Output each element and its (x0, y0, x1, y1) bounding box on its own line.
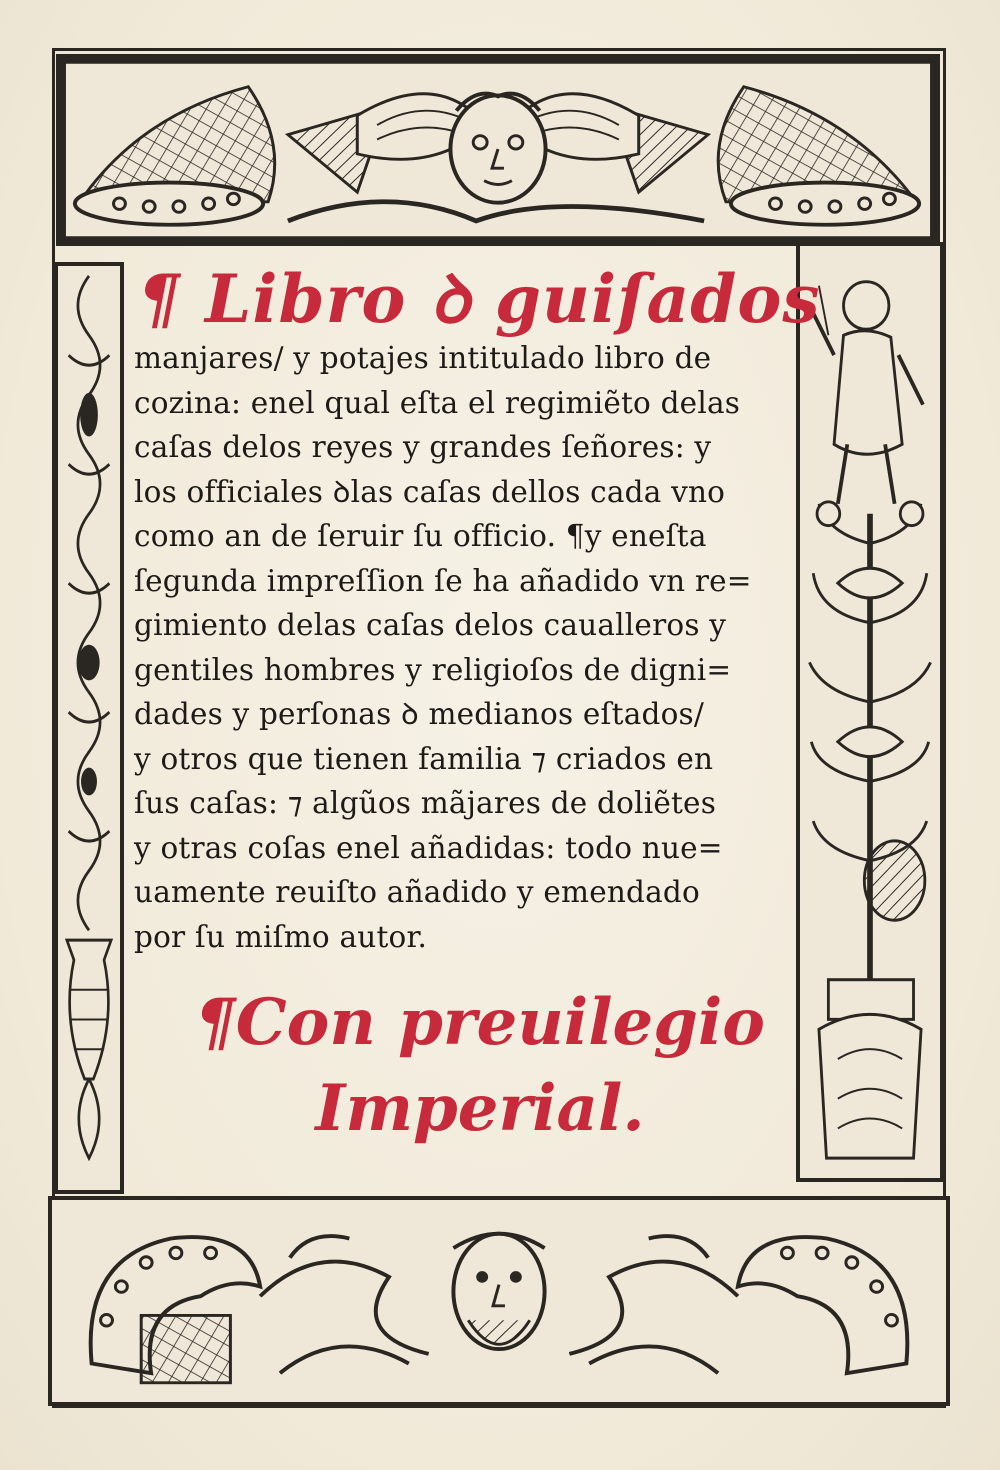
text-line: manjares/ y potajes intitulado libro de (134, 341, 712, 375)
text-line: ſus caſas: ⁊ algũos mãjares de doliẽtes (134, 786, 717, 820)
privilege-line-2: Imperial. (315, 1071, 645, 1146)
title-pilcrow: ¶ (138, 260, 181, 338)
right-woodcut-border (796, 242, 944, 1182)
text-line: y otros que tienen familia ⁊ criados en (134, 741, 714, 776)
text-line: y otras coſas enel añadidas: todo nue= (134, 830, 723, 865)
description-paragraph (134, 336, 794, 959)
text-line: cozina: enel qual eſta el regimiẽto delas (134, 385, 741, 420)
cherub-head-ornament-icon (60, 58, 936, 242)
text-line: por ſu miſmo autor. (134, 919, 428, 954)
text-line: gentiles hombres y religioſos de digni= (134, 652, 732, 687)
putto-vine-ornament-icon (800, 246, 940, 1178)
text-line: ſegunda impreſſion ſe ha añadido vn re= (134, 563, 752, 598)
top-woodcut-border (56, 54, 940, 246)
text-line: como an de ſeruir ſu officio. ¶y eneſta (134, 519, 707, 553)
title-text: Libro ꝺ guiſados (204, 260, 821, 338)
text-line: gimiento delas caſas delos caualleros y (134, 608, 727, 642)
book-title (138, 252, 821, 342)
text-line: uamente reuiſto añadido y emendado (134, 875, 700, 909)
left-woodcut-border (54, 262, 124, 1194)
privilege-notice (170, 980, 790, 1152)
bottom-woodcut-border (48, 1196, 950, 1406)
bearded-mask-ornament-icon (52, 1200, 946, 1402)
privilege-line-1: ¶Con preuilegio (195, 985, 765, 1060)
title-page-text (134, 252, 821, 1192)
vase-foliage-ornament-icon (58, 266, 120, 1190)
text-line: los officiales ꝺlas caſas dellos cada vno (134, 474, 726, 509)
text-line: dades y perſonas ꝺ medianos eſtados/ (134, 697, 705, 731)
text-line: caſas delos reyes y grandes ſeñores: y (134, 430, 712, 464)
